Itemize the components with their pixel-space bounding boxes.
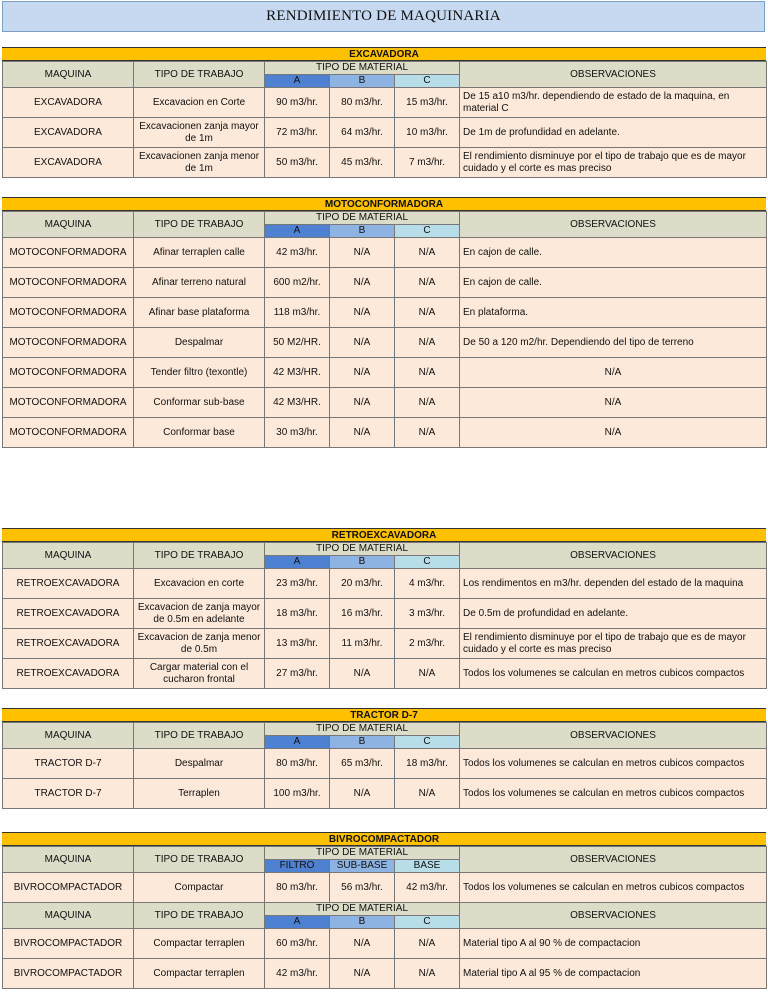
cell-b: 80 m3/hr. (330, 88, 395, 118)
cell-b: N/A (330, 238, 395, 268)
cell-a: 42 M3/HR. (265, 358, 330, 388)
cell-a: 60 m3/hr. (265, 929, 330, 959)
cell-b: 65 m3/hr. (330, 749, 395, 779)
col-b: B (330, 75, 395, 88)
cell-b: 20 m3/hr. (330, 569, 395, 599)
cell-tipo: Despalmar (134, 328, 265, 358)
cell-maquina: MOTOCONFORMADORA (3, 238, 134, 268)
col-observaciones: OBSERVACIONES (460, 543, 767, 569)
cell-observaciones: De 15 a10 m3/hr. dependiendo de estado de la maquina, en material C (460, 88, 767, 118)
col-a: A (265, 556, 330, 569)
col-observaciones: OBSERVACIONES (460, 903, 767, 929)
col-c: C (395, 736, 460, 749)
col-b: B (330, 225, 395, 238)
col-material: TIPO DE MATERIAL (265, 723, 460, 736)
table-row (3, 779, 767, 809)
section-excavadora (2, 47, 766, 178)
cell-c: N/A (395, 659, 460, 689)
section-title: TRACTOR D-7 (2, 708, 766, 722)
cell-maquina: BIVROCOMPACTADOR (3, 929, 134, 959)
cell-c: 7 m3/hr. (395, 148, 460, 178)
table-header (3, 62, 767, 88)
cell-c: N/A (395, 418, 460, 448)
table-row (3, 659, 767, 689)
cell-tipo: Compactar terraplen (134, 959, 265, 989)
section-tractor (2, 708, 766, 809)
col-c: C (395, 225, 460, 238)
col-observaciones: OBSERVACIONES (460, 212, 767, 238)
section-retroexcavadora (2, 528, 766, 689)
cell-maquina: EXCAVADORA (3, 148, 134, 178)
cell-b: N/A (330, 779, 395, 809)
col-observaciones: OBSERVACIONES (460, 847, 767, 873)
cell-b: N/A (330, 418, 395, 448)
cell-c: 18 m3/hr. (395, 749, 460, 779)
cell-b: 64 m3/hr. (330, 118, 395, 148)
col-tipo: TIPO DE TRABAJO (134, 903, 265, 929)
cell-maquina: MOTOCONFORMADORA (3, 268, 134, 298)
cell-observaciones: En cajon de calle. (460, 268, 767, 298)
table-row (3, 358, 767, 388)
cell-b: 11 m3/hr. (330, 629, 395, 659)
col-observaciones: OBSERVACIONES (460, 723, 767, 749)
col-c: C (395, 556, 460, 569)
col-tipo: TIPO DE TRABAJO (134, 212, 265, 238)
table-header (3, 847, 767, 873)
cell-b: N/A (330, 959, 395, 989)
col-a: A (265, 916, 330, 929)
cell-c: 10 m3/hr. (395, 118, 460, 148)
table-row (3, 569, 767, 599)
cell-a: 42 m3/hr. (265, 238, 330, 268)
col-base: BASE (395, 860, 460, 873)
table-header (3, 723, 767, 749)
cell-a: 13 m3/hr. (265, 629, 330, 659)
section-motoconformadora (2, 197, 766, 448)
table-body (3, 749, 767, 809)
retroexcavadora-table (2, 542, 767, 689)
table-row (3, 873, 767, 903)
table-row (3, 749, 767, 779)
col-material: TIPO DE MATERIAL (265, 903, 460, 916)
table-row (3, 418, 767, 448)
cell-a: 30 m3/hr. (265, 418, 330, 448)
table-body (3, 569, 767, 689)
col-filtro: FILTRO (265, 860, 330, 873)
cell-a: 72 m3/hr. (265, 118, 330, 148)
table-row (3, 629, 767, 659)
col-material: TIPO DE MATERIAL (265, 62, 460, 75)
bivrocompactador-table (2, 846, 767, 989)
table-body (3, 88, 767, 178)
cell-c: 15 m3/hr. (395, 88, 460, 118)
cell-observaciones: Todos los volumenes se calculan en metros cubicos compactos (460, 779, 767, 809)
cell-a: 18 m3/hr. (265, 599, 330, 629)
cell-c: 4 m3/hr. (395, 569, 460, 599)
cell-observaciones: N/A (460, 388, 767, 418)
cell-observaciones: Material tipo A al 95 % de compactacion (460, 959, 767, 989)
col-b: B (330, 736, 395, 749)
cell-tipo: Compactar (134, 873, 265, 903)
cell-maquina: MOTOCONFORMADORA (3, 418, 134, 448)
cell-b: N/A (330, 268, 395, 298)
section-title: EXCAVADORA (2, 47, 766, 61)
col-a: A (265, 225, 330, 238)
cell-b: N/A (330, 929, 395, 959)
cell-c: N/A (395, 929, 460, 959)
table-body (3, 238, 767, 448)
col-a: A (265, 75, 330, 88)
col-maquina: MAQUINA (3, 723, 134, 749)
excavadora-table (2, 61, 767, 178)
table-row (3, 929, 767, 959)
col-material: TIPO DE MATERIAL (265, 847, 460, 860)
cell-a: 100 m3/hr. (265, 779, 330, 809)
section-title: BIVROCOMPACTADOR (2, 832, 766, 846)
cell-tipo: Conformar base (134, 418, 265, 448)
cell-a: 27 m3/hr. (265, 659, 330, 689)
cell-c: N/A (395, 388, 460, 418)
table-row (3, 328, 767, 358)
cell-a: 80 m3/hr. (265, 873, 330, 903)
cell-maquina: MOTOCONFORMADORA (3, 298, 134, 328)
cell-tipo: Excavacion de zanja mayor de 0.5m en adelante (134, 599, 265, 629)
col-observaciones: OBSERVACIONES (460, 62, 767, 88)
cell-observaciones: Los rendimentos en m3/hr. dependen del estado de la maquina (460, 569, 767, 599)
cell-a: 600 m2/hr. (265, 268, 330, 298)
col-tipo: TIPO DE TRABAJO (134, 847, 265, 873)
cell-observaciones: Todos los volumenes se calculan en metros cubicos compactos (460, 873, 767, 903)
cell-tipo: Excavacion de zanja menor de 0.5m (134, 629, 265, 659)
cell-c: N/A (395, 238, 460, 268)
cell-maquina: RETROEXCAVADORA (3, 569, 134, 599)
cell-a: 118 m3/hr. (265, 298, 330, 328)
cell-observaciones: En cajon de calle. (460, 238, 767, 268)
cell-tipo: Afinar terraplen calle (134, 238, 265, 268)
cell-maquina: MOTOCONFORMADORA (3, 328, 134, 358)
table-row (3, 148, 767, 178)
col-b: B (330, 556, 395, 569)
cell-c: 3 m3/hr. (395, 599, 460, 629)
section-bivrocompactador (2, 832, 766, 989)
table-body (3, 873, 767, 903)
col-maquina: MAQUINA (3, 847, 134, 873)
col-b: B (330, 916, 395, 929)
cell-c: N/A (395, 959, 460, 989)
cell-maquina: EXCAVADORA (3, 118, 134, 148)
cell-observaciones: De 0.5m de profundidad en adelante. (460, 599, 767, 629)
cell-b: N/A (330, 298, 395, 328)
cell-maquina: RETROEXCAVADORA (3, 629, 134, 659)
cell-c: 2 m3/hr. (395, 629, 460, 659)
cell-c: N/A (395, 358, 460, 388)
cell-b: N/A (330, 659, 395, 689)
table-header (3, 212, 767, 238)
cell-tipo: Cargar material con el cucharon frontal (134, 659, 265, 689)
col-c: C (395, 916, 460, 929)
cell-observaciones: De 1m de profundidad en adelante. (460, 118, 767, 148)
table-row (3, 388, 767, 418)
cell-tipo: Conformar sub-base (134, 388, 265, 418)
col-tipo: TIPO DE TRABAJO (134, 723, 265, 749)
cell-observaciones: N/A (460, 358, 767, 388)
cell-observaciones: De 50 a 120 m2/hr. Dependiendo del tipo de terreno (460, 328, 767, 358)
page-title: RENDIMIENTO DE MAQUINARIA (2, 1, 765, 32)
cell-maquina: MOTOCONFORMADORA (3, 358, 134, 388)
table-body (3, 929, 767, 989)
cell-a: 42 M3/HR. (265, 388, 330, 418)
col-c: C (395, 75, 460, 88)
table-row (3, 118, 767, 148)
col-a: A (265, 736, 330, 749)
section-title: MOTOCONFORMADORA (2, 197, 766, 211)
cell-maquina: RETROEXCAVADORA (3, 599, 134, 629)
cell-c: N/A (395, 268, 460, 298)
motoconformadora-table (2, 211, 767, 448)
cell-a: 50 M2/HR. (265, 328, 330, 358)
table-header (3, 543, 767, 569)
cell-observaciones: El rendimiento disminuye por el tipo de trabajo que es de mayor cuidado y el corte es mas preciso (460, 629, 767, 659)
cell-tipo: Compactar terraplen (134, 929, 265, 959)
table-row (3, 298, 767, 328)
cell-c: N/A (395, 298, 460, 328)
cell-tipo: Afinar base plataforma (134, 298, 265, 328)
cell-tipo: Excavacion en Corte (134, 88, 265, 118)
table-header (3, 903, 767, 929)
cell-c: N/A (395, 779, 460, 809)
cell-tipo: Tender filtro (texontle) (134, 358, 265, 388)
cell-maquina: RETROEXCAVADORA (3, 659, 134, 689)
table-row (3, 268, 767, 298)
cell-observaciones: Material tipo A al 90 % de compactacion (460, 929, 767, 959)
cell-c: N/A (395, 328, 460, 358)
table-row (3, 88, 767, 118)
cell-a: 42 m3/hr. (265, 959, 330, 989)
col-maquina: MAQUINA (3, 543, 134, 569)
cell-maquina: TRACTOR D-7 (3, 749, 134, 779)
table-row (3, 599, 767, 629)
cell-tipo: Despalmar (134, 749, 265, 779)
cell-observaciones: En plataforma. (460, 298, 767, 328)
col-sub-base: SUB-BASE (330, 860, 395, 873)
col-tipo: TIPO DE TRABAJO (134, 543, 265, 569)
cell-a: 23 m3/hr. (265, 569, 330, 599)
cell-observaciones: Todos los volumenes se calculan en metros cubicos compactos (460, 749, 767, 779)
cell-b: 45 m3/hr. (330, 148, 395, 178)
cell-maquina: BIVROCOMPACTADOR (3, 959, 134, 989)
cell-b: 56 m3/hr. (330, 873, 395, 903)
col-tipo: TIPO DE TRABAJO (134, 62, 265, 88)
col-maquina: MAQUINA (3, 212, 134, 238)
cell-observaciones: Todos los volumenes se calculan en metros cubicos compactos (460, 659, 767, 689)
col-material: TIPO DE MATERIAL (265, 543, 460, 556)
cell-observaciones: El rendimiento disminuye por el tipo de trabajo que es de mayor cuidado y el corte es mas preciso (460, 148, 767, 178)
cell-tipo: Terraplen (134, 779, 265, 809)
cell-maquina: TRACTOR D-7 (3, 779, 134, 809)
table-row (3, 959, 767, 989)
cell-maquina: BIVROCOMPACTADOR (3, 873, 134, 903)
cell-tipo: Afinar terreno natural (134, 268, 265, 298)
cell-b: 16 m3/hr. (330, 599, 395, 629)
section-title: RETROEXCAVADORA (2, 528, 766, 542)
cell-observaciones: N/A (460, 418, 767, 448)
cell-c: 42 m3/hr. (395, 873, 460, 903)
col-material: TIPO DE MATERIAL (265, 212, 460, 225)
cell-maquina: EXCAVADORA (3, 88, 134, 118)
cell-b: N/A (330, 388, 395, 418)
col-maquina: MAQUINA (3, 903, 134, 929)
cell-a: 90 m3/hr. (265, 88, 330, 118)
col-maquina: MAQUINA (3, 62, 134, 88)
cell-a: 80 m3/hr. (265, 749, 330, 779)
cell-maquina: MOTOCONFORMADORA (3, 388, 134, 418)
cell-tipo: Excavacion en corte (134, 569, 265, 599)
tractor-table (2, 722, 767, 809)
table-row (3, 238, 767, 268)
cell-tipo: Excavacionen zanja mayor de 1m (134, 118, 265, 148)
cell-b: N/A (330, 328, 395, 358)
cell-tipo: Excavacionen zanja menor de 1m (134, 148, 265, 178)
cell-b: N/A (330, 358, 395, 388)
cell-a: 50 m3/hr. (265, 148, 330, 178)
